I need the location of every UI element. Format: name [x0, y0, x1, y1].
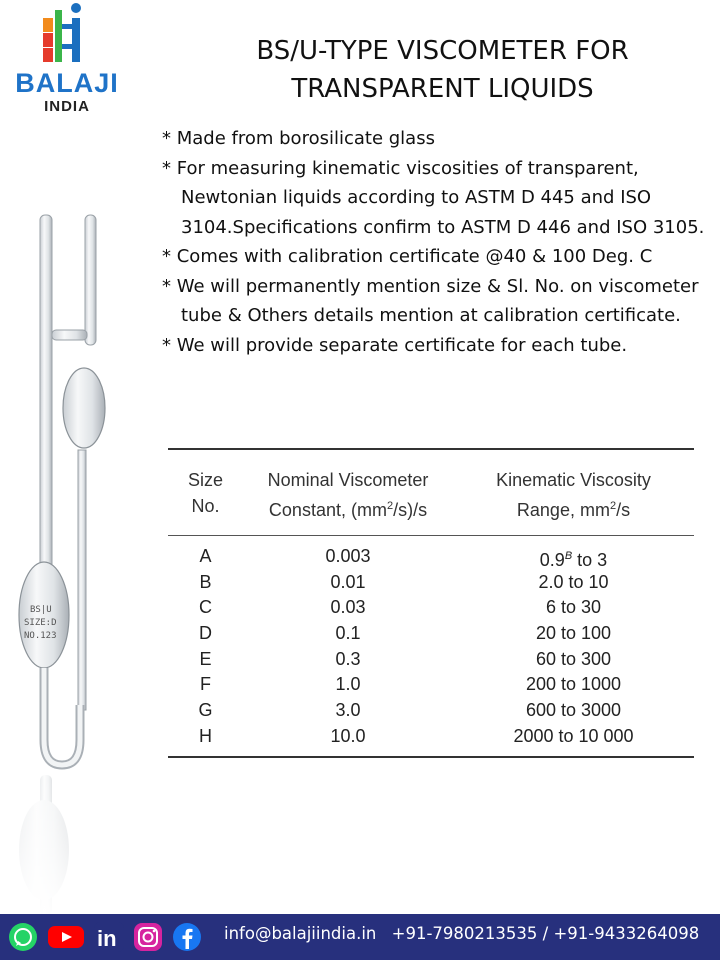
table-row: [168, 621, 694, 647]
feature-item: * Comes with calibration certificate @40 & 100 Deg. C: [162, 242, 720, 272]
cell-range: [453, 570, 694, 596]
table-header: [168, 450, 694, 535]
cell-range-value: 2000 to 10 000: [513, 725, 634, 746]
table-row: [168, 698, 694, 724]
cell-range-suffix: to 3: [572, 550, 608, 570]
cell-size: D: [199, 623, 212, 644]
feature-item: * For measuring kinematic viscosities of transparent, Newtonian liquids according to ASTM D 445 and ISO 3104.Specifications confirm to ASTM D 446 and ISO 3105.: [162, 154, 720, 243]
cell-range: [453, 724, 694, 750]
cell-constant: 3.0: [335, 700, 361, 721]
cell-range: [453, 647, 694, 673]
header-size-line-1: Size: [187, 470, 223, 490]
cell-range-value: 0.9: [539, 550, 565, 570]
cell-size: G: [198, 700, 213, 721]
youtube-icon[interactable]: [46, 922, 86, 952]
header-constant-prefix: Constant, (mm: [268, 500, 387, 520]
cell-range-value: 600 to 3000: [525, 700, 622, 721]
viscosity-table: [168, 448, 694, 758]
header-constant-suffix: /s)/s: [393, 500, 428, 520]
table-row: [168, 672, 694, 698]
tube-label-line-3: NO.123: [24, 631, 57, 641]
whatsapp-icon[interactable]: [8, 922, 38, 952]
cell-constant: 0.03: [330, 597, 366, 618]
instagram-icon[interactable]: [133, 922, 163, 952]
table-bottom-rule: [168, 756, 694, 758]
table-row: [168, 647, 694, 673]
table-row: [168, 724, 694, 750]
cell-range: [453, 672, 694, 698]
cell-constant: 0.01: [330, 571, 366, 592]
header-constant-line-2: [243, 493, 453, 523]
page-title: [160, 32, 720, 108]
cell-size: A: [199, 546, 212, 566]
cell-size: C: [199, 597, 212, 618]
table-body: [168, 536, 694, 756]
header-constant-sup: 2: [386, 500, 394, 512]
header-range-line-1: Kinematic Viscosity: [496, 470, 651, 490]
linkedin-icon[interactable]: [94, 922, 124, 952]
svg-text:in: in: [97, 926, 117, 951]
cell-range: [453, 621, 694, 647]
header-range-prefix: Range, mm: [516, 500, 610, 520]
contact-email[interactable]: info@balajiindia.in: [224, 924, 377, 943]
title-line-1: BS/U-TYPE VISCOMETER FOR: [256, 36, 629, 66]
header-size: [168, 467, 243, 535]
table-row: [168, 570, 694, 596]
facebook-icon[interactable]: [172, 922, 202, 952]
cell-range-value: 60 to 300: [535, 648, 612, 669]
cell-size: H: [199, 725, 212, 746]
header-constant-line-1: Nominal Viscometer: [267, 470, 429, 490]
feature-item: * Made from borosilicate glass: [162, 124, 720, 154]
cell-constant: 10.0: [330, 725, 366, 746]
brand-subtitle: INDIA: [44, 98, 90, 115]
cell-range-value: 6 to 30: [545, 597, 602, 618]
tube-label-line-1: BS|U: [30, 605, 52, 615]
contact-info: [224, 924, 709, 943]
viscometer-tube-image: [0, 200, 160, 920]
cell-constant: 0.1: [335, 623, 361, 644]
table-row: [168, 544, 694, 570]
title-line-2: TRANSPARENT LIQUIDS: [291, 74, 594, 104]
cell-constant: 1.0: [335, 674, 361, 695]
header-constant: [243, 467, 453, 535]
cell-size: B: [199, 571, 212, 592]
tube-label-line-2: SIZE:D: [24, 618, 57, 628]
cell-range-value: 200 to 1000: [525, 674, 622, 695]
cell-range-value: 20 to 100: [535, 623, 612, 644]
brand-logo: [0, 0, 140, 125]
header-range: [453, 467, 694, 535]
feature-item: * We will provide separate certificate for each tube.: [162, 331, 720, 361]
cell-range: [453, 595, 694, 621]
logo-mark-icon: [0, 0, 140, 70]
header-size-line-2: No.: [191, 496, 220, 516]
feature-list: [162, 124, 720, 360]
contact-phones[interactable]: +91-7980213535 / +91-9433264098: [391, 924, 700, 943]
header-range-sup: 2: [609, 500, 617, 512]
cell-range: [453, 698, 694, 724]
table-row: [168, 595, 694, 621]
header-range-line-2: [453, 493, 694, 523]
feature-item: * We will permanently mention size & Sl. No. on viscometer tube & Others details mention at calibration certificate.: [162, 272, 720, 331]
cell-constant: 0.3: [335, 648, 361, 669]
cell-size: E: [199, 648, 212, 669]
brand-name: BALAJI: [15, 68, 119, 98]
cell-range-value: 2.0 to 10: [538, 571, 609, 592]
cell-range: [453, 544, 694, 570]
cell-constant: 0.003: [325, 546, 371, 566]
header-range-suffix: /s: [616, 500, 631, 520]
cell-range-footnote: B: [564, 550, 573, 562]
cell-size: F: [200, 674, 211, 695]
footer-bar: [0, 914, 720, 960]
